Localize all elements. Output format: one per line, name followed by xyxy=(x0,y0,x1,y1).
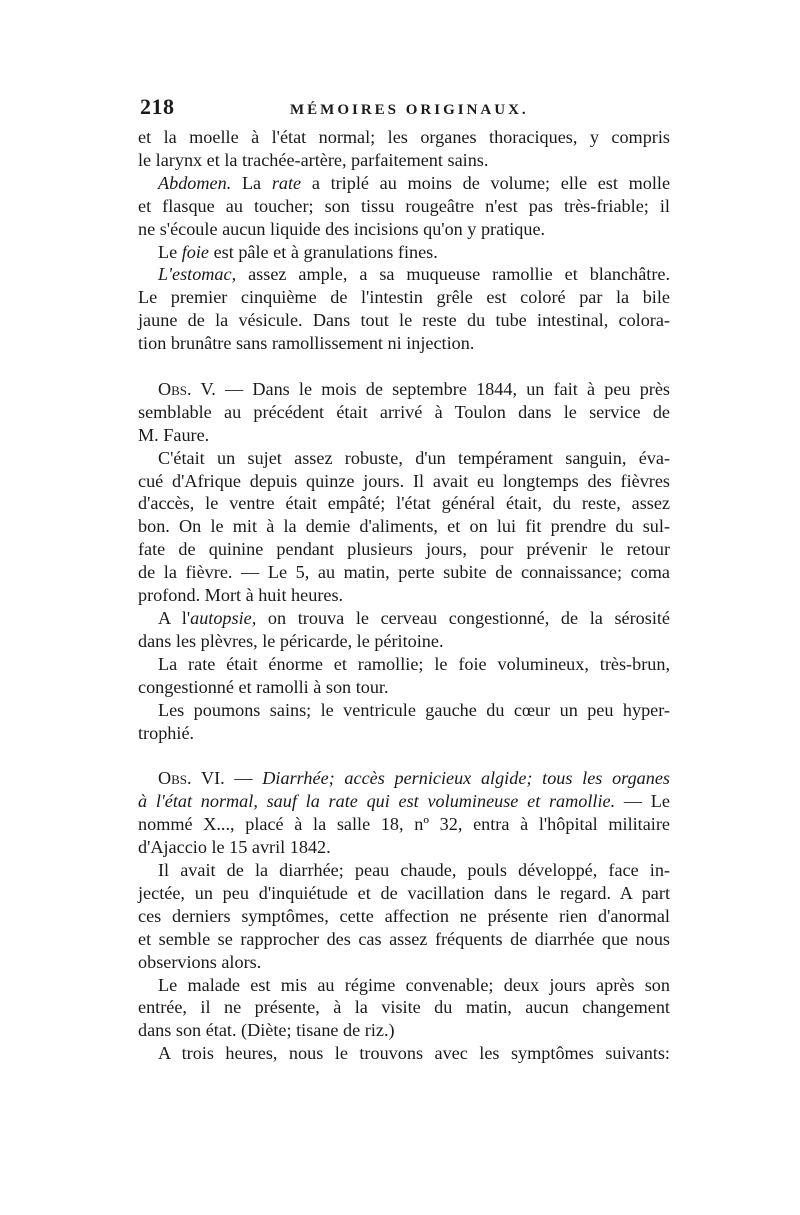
text-line: cué d'Afrique depuis quinze jours. Il avait eu longtemps des fièvres xyxy=(138,470,670,491)
text-line: Les poumons sains; le ventricule gauche du cœur un peu hyper- xyxy=(158,699,670,720)
text-line: Il avait de la diarrhée; peau chaude, pouls développé, face in- xyxy=(158,859,670,880)
observation-label: Obs. V. xyxy=(158,378,216,399)
text-line: Abdomen. La rate a triplé au moins de volume; elle est molle xyxy=(158,172,671,193)
paragraph-gap xyxy=(138,744,670,767)
text-line: d'Ajaccio le 15 avril 1842. xyxy=(138,837,331,858)
text-line: C'était un sujet assez robuste, d'un tempérament sanguin, éva- xyxy=(158,447,670,468)
text-line: bon. On le mit à la demie d'aliments, et on lui fit prendre du sul- xyxy=(138,516,670,537)
text-line: de la fièvre. — Le 5, au matin, perte subite de connaissance; coma xyxy=(138,562,670,583)
text-line: observions alors. xyxy=(138,951,262,972)
paragraph-gap xyxy=(138,355,670,378)
text-line: Obs. V. — Dans le mois de septembre 1844, un fait à peu près xyxy=(158,378,671,399)
text-line: A l'autopsie, on trouva le cerveau congestionné, de la sérosité xyxy=(158,608,671,629)
text-line: trophié. xyxy=(138,722,195,743)
observation-title: à l'état normal, sauf la rate qui est volumineuse et ramollie. xyxy=(138,791,616,812)
text-line: et la moelle à l'état normal; les organes thoraciques, y compris xyxy=(138,127,670,147)
organ-rate: rate xyxy=(271,172,302,193)
text-line: jectée, un peu d'inquiétude et de vacillation dans le regard. A part xyxy=(138,882,670,903)
text-line: Le foie est pâle et à granulations fines. xyxy=(158,241,438,262)
text-line: jaune de la vésicule. Dans tout le reste du tube intestinal, colora- xyxy=(138,310,670,331)
text-line: fate de quinine pendant plusieurs jours, pour prévenir le retour xyxy=(138,539,670,560)
observation-title: Diarrhée; accès pernicieux algide; tous les organes xyxy=(262,768,671,789)
text-line: dans son état. (Diète; tisane de riz.) xyxy=(138,1020,395,1041)
text-line: L'estomac, assez ample, a sa muqueuse ramollie et blanchâtre. xyxy=(158,264,670,285)
text-line: et flasque au toucher; son tissu rougeâtre n'est pas très-friable; il xyxy=(138,195,670,216)
organ-foie: foie xyxy=(181,241,210,262)
text-line: nommé X..., placé à la salle 18, nº 32, entra à l'hôpital militaire xyxy=(138,814,670,835)
text-line: d'accès, le ventre était empâté; l'état général était, du reste, assez xyxy=(138,493,670,514)
autopsie-term: autopsie, xyxy=(190,608,257,629)
page-header xyxy=(138,90,668,126)
text-line: A trois heures, nous le trouvons avec les symptômes suivants: xyxy=(158,1043,670,1064)
page-number: 218 xyxy=(140,94,175,119)
text-line: tion brunâtre sans ramollissement ni injection. xyxy=(138,333,475,354)
text-line: semblable au précédent était arrivé à Toulon dans le service de xyxy=(138,401,670,422)
text-line: à l'état normal, sauf la rate qui est volumineuse et ramollie. — Le xyxy=(138,791,670,812)
running-head: MÉMOIRES ORIGINAUX. xyxy=(290,102,529,118)
organ-estomac: L'estomac, xyxy=(158,264,237,285)
body-text xyxy=(138,126,670,1065)
text-line: et semble se rapprocher des cas assez fréquents de diarrhée que nous xyxy=(138,928,670,949)
text-line: Obs. VI. — Diarrhée; accès pernicieux algide; tous les organes xyxy=(158,768,671,789)
text-line: Le premier cinquième de l'intestin grêle est coloré par la bile xyxy=(138,287,670,308)
text-line: congestionné et ramolli à son tour. xyxy=(138,676,389,697)
observation-label: Obs. VI. xyxy=(158,768,225,789)
text-line: dans les plèvres, le péricarde, le péritoine. xyxy=(138,630,444,651)
text-line: Le malade est mis au régime convenable; deux jours après son xyxy=(158,974,670,995)
text-line: La rate était énorme et ramollie; le foie volumineux, très-brun, xyxy=(158,653,670,674)
section-label-abdomen: Abdomen. xyxy=(158,172,232,193)
text-line: ne s'écoule aucun liquide des incisions qu'on y pratique. xyxy=(138,218,546,239)
text-line: profond. Mort à huit heures. xyxy=(138,585,344,606)
text-line: M. Faure. xyxy=(138,424,210,445)
text-line: entrée, il ne présente, à la visite du matin, aucun changement xyxy=(138,997,670,1018)
text-line: le larynx et la trachée-artère, parfaitement sains. xyxy=(138,149,489,170)
text-line: ces derniers symptômes, cette affection ne présente rien d'anormal xyxy=(138,905,670,926)
